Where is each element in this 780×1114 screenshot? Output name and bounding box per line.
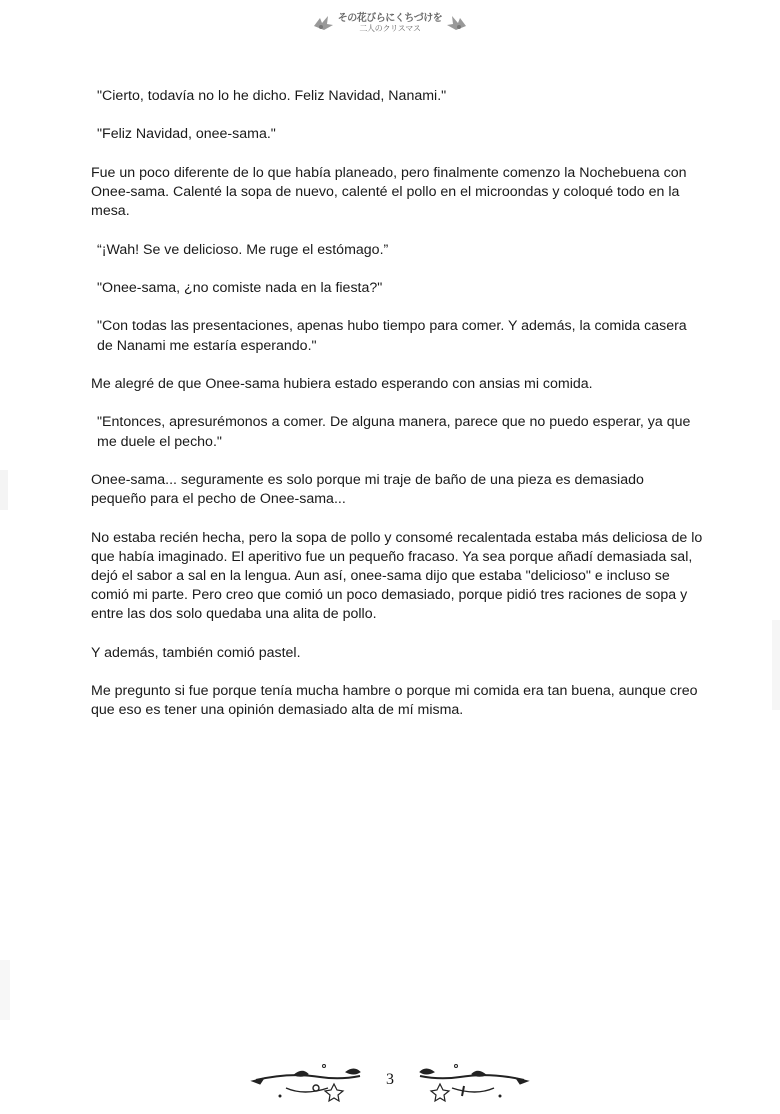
left-edge-shadow-lower: [0, 960, 10, 1020]
ribbon-right-icon: [420, 1065, 528, 1102]
paragraph: Fue un poco diferente de lo que había planeado, pero finalmente comenzo la Nochebuena con Onee-sama. Calenté la sopa de nuevo, calenté el pollo en el microondas y coloqué todo en la mesa.: [91, 164, 687, 220]
page-number: 3: [386, 1071, 394, 1088]
left-edge-shadow: [0, 470, 8, 510]
paragraph: Y además, también comió pastel.: [91, 644, 301, 661]
right-edge-shadow: [772, 620, 780, 710]
page-footer: [250, 1060, 530, 1104]
holly-right-icon: [447, 16, 466, 30]
paragraph: Me alegré de que Onee-sama hubiera estado esperando con ansias mi comida.: [91, 375, 593, 392]
paragraph: "Entonces, apresurémonos a comer. De alguna manera, parece que no puedo esperar, ya que me duele el pecho.": [97, 414, 691, 450]
paragraph: "Onee-sama, ¿no comiste nada en la fiesta?": [97, 279, 383, 296]
header-subtitle: 二人のクリスマス: [359, 24, 421, 33]
paragraph: "Feliz Navidad, onee-sama.": [97, 126, 276, 143]
paragraph: "Con todas las presentaciones, apenas hubo tiempo para comer. Y además, la comida casera de Nanami me estaría esperando.": [97, 318, 687, 354]
paragraph: "Cierto, todavía no lo he dicho. Feliz Navidad, Nanami.": [97, 88, 447, 104]
paragraph: Onee-sama... seguramente es solo porque mi traje de baño de una pieza es demasiado pequeño para el pecho de Onee-sama...: [91, 471, 644, 508]
ribbon-left-icon: [252, 1065, 360, 1102]
paragraph: Me pregunto si fue porque tenía mucha hambre o porque mi comida era tan buena, aunque creo que eso es tener una opinión demasiado alta de mí misma.: [91, 683, 698, 719]
paragraph: “¡Wah! Se ve delicioso. Me ruge el estómago.”: [97, 241, 389, 258]
story-body: [91, 87, 703, 740]
header-title: その花びらにくちづけを: [337, 13, 443, 24]
running-header: [310, 6, 470, 40]
holly-left-icon: [314, 16, 333, 30]
paragraph: No estaba recién hecha, pero la sopa de pollo y consomé recalentada estaba más deliciosa de lo que había imaginado. El aperitivo fue un pequeño fracaso. Ya sea porque añadí demasiada sal, dejó el sabor a sal en la lengua. Aun así, onee-sama dijo que estaba "delicioso" e incluso se comió mi parte. Pero creo que comió un poco demasiado, porque pidió tres raciones de sopa y entre las dos solo quedaba una alita de pollo.: [91, 529, 703, 623]
